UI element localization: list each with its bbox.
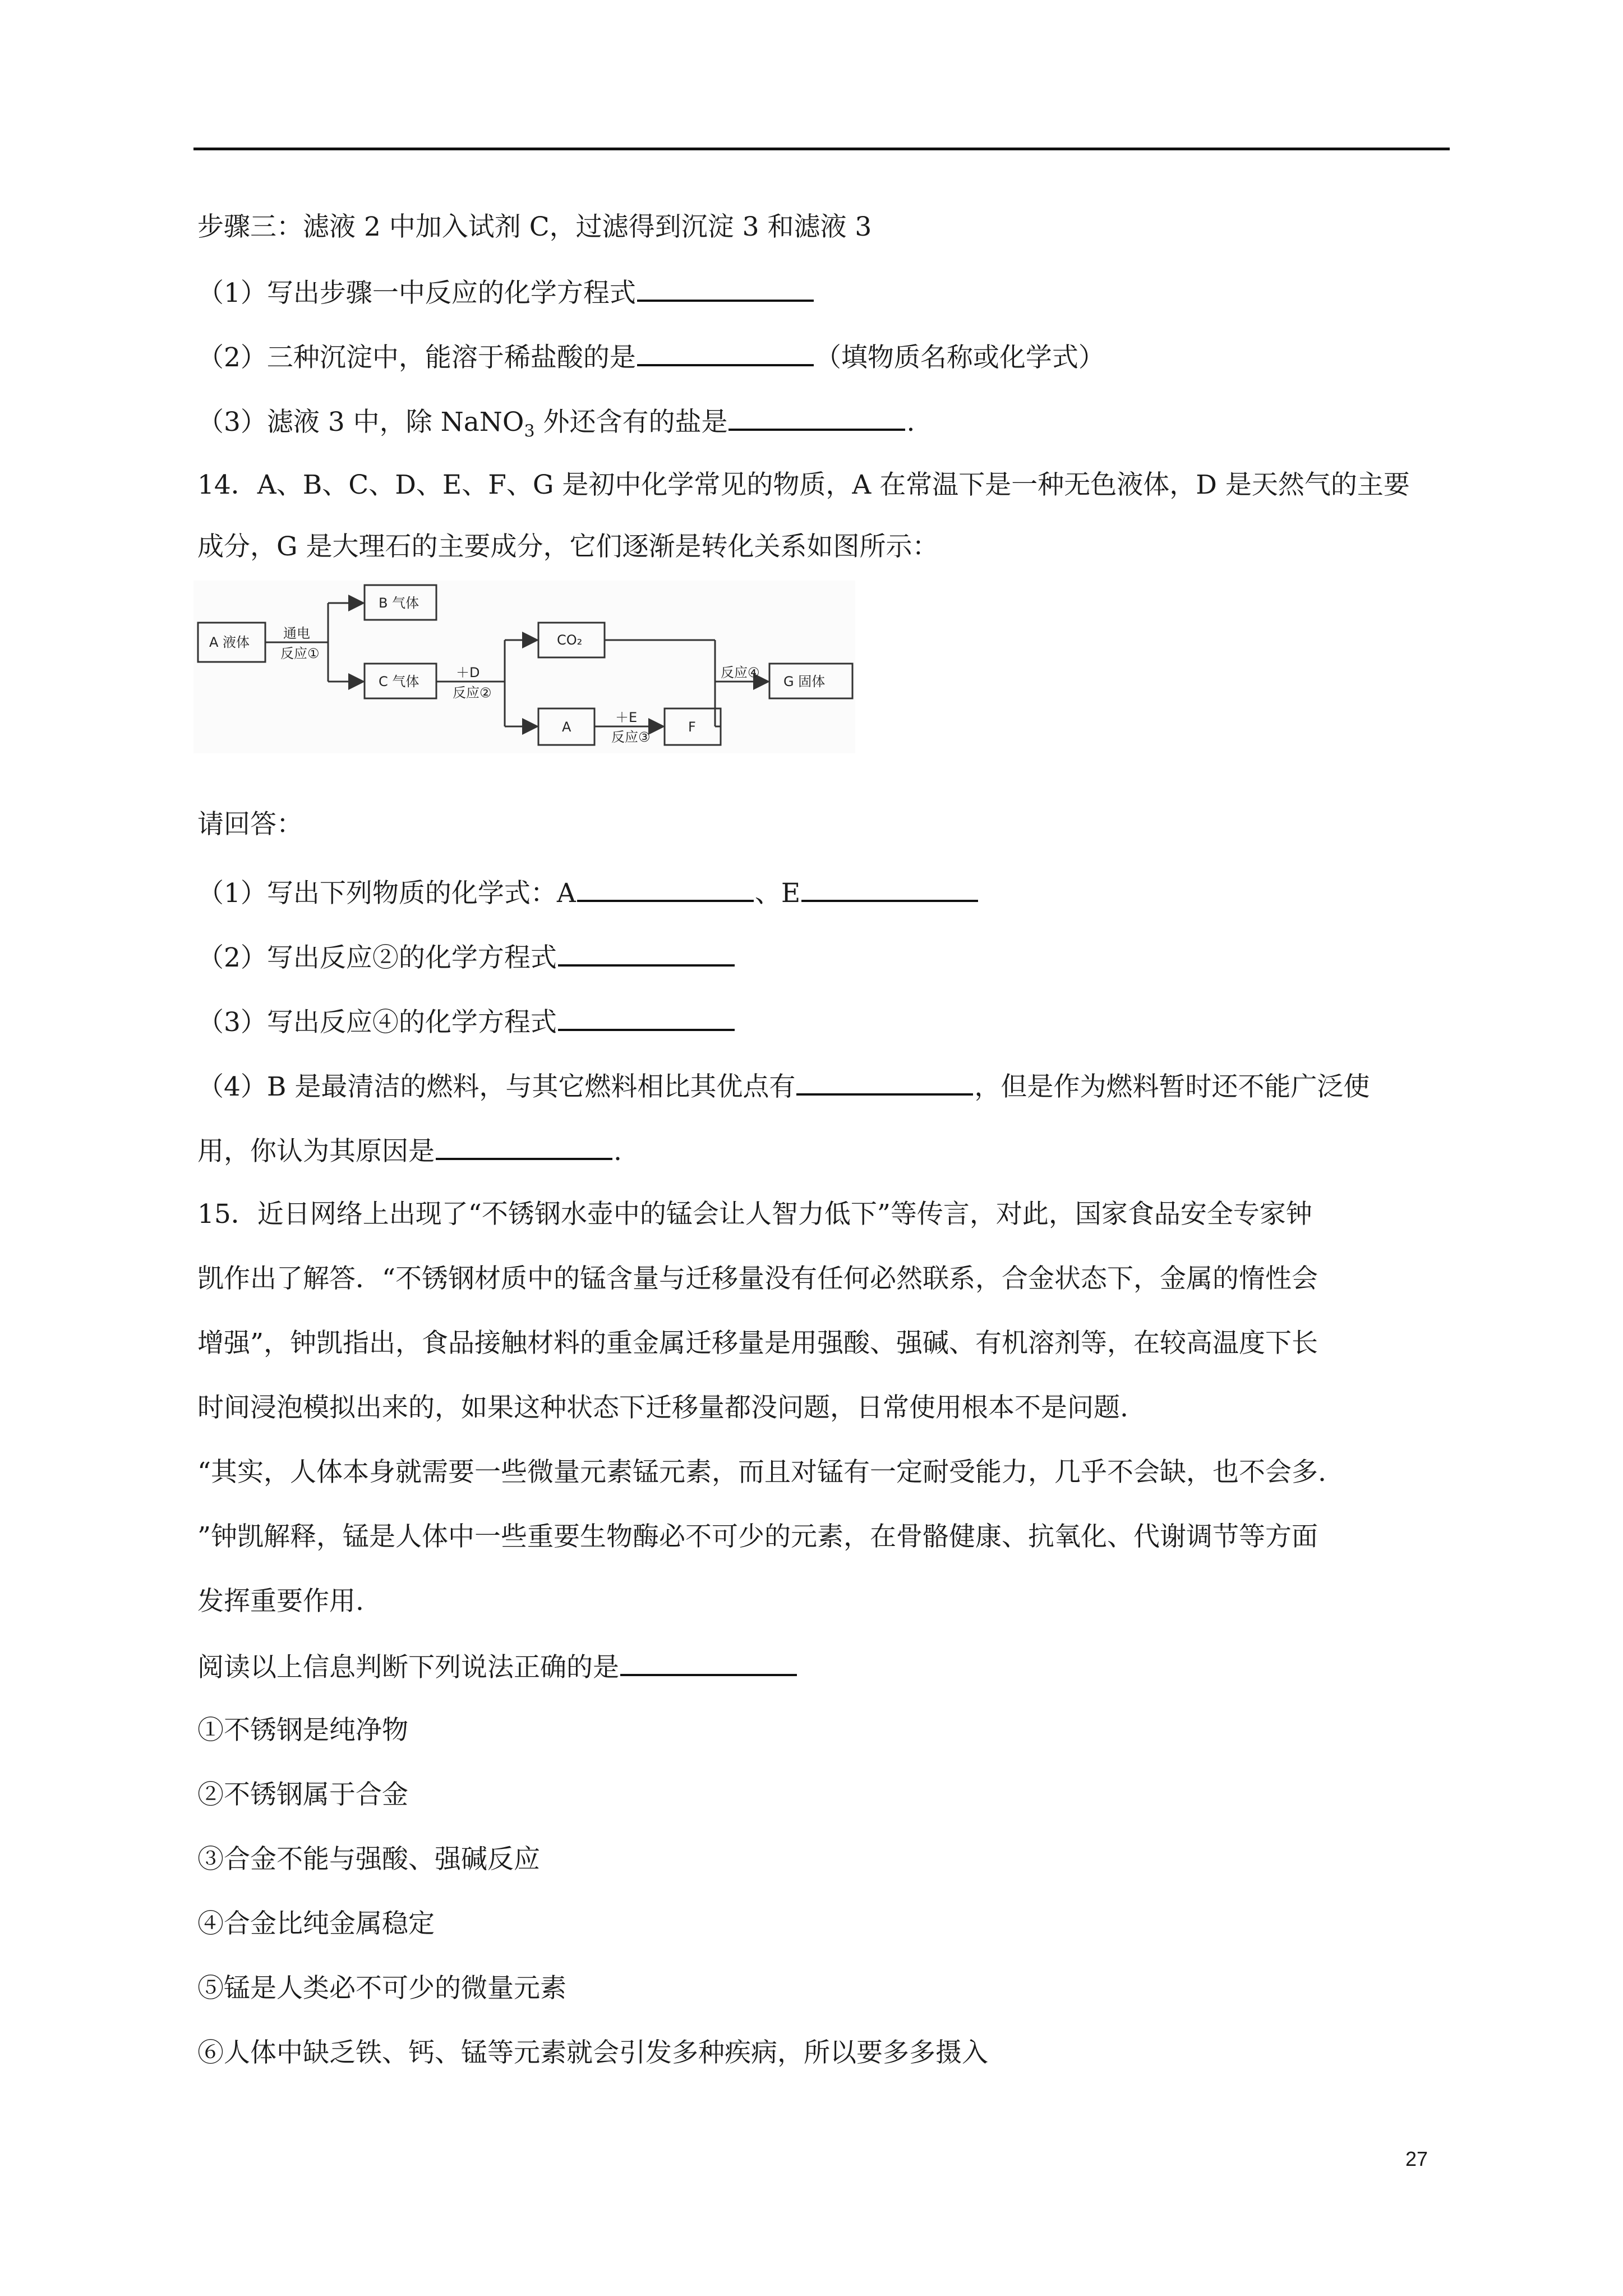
answer-blank[interactable] <box>728 404 905 431</box>
option-4: ④合金比纯金属稳定 <box>197 1908 435 1939</box>
option-6: ⑥人体中缺乏铁、钙、锰等元素就会引发多种疾病，所以要多多摄入 <box>197 2037 988 2068</box>
please-answer: 请回答： <box>197 809 303 840</box>
option-1: ①不锈钢是纯净物 <box>197 1715 408 1746</box>
answer-blank[interactable] <box>620 1649 797 1676</box>
q15-para-4: 时间浸泡模拟出来的，如果这种状态下迁移量都没问题，日常使用根本不是问题. <box>197 1392 1128 1423</box>
label-f: F <box>688 719 696 735</box>
option-3: ③合金不能与强酸、强碱反应 <box>197 1844 540 1875</box>
option-2: ②不锈钢属于合金 <box>197 1779 408 1810</box>
answer-blank[interactable] <box>637 275 814 302</box>
q14-stem-2: 成分，G 是大理石的主要成分，它们逐渐是转化关系如图所示： <box>197 531 939 562</box>
answer-blank[interactable] <box>558 1004 735 1031</box>
q13-3: （3）滤液 3 中，除 NaNO$_3$ 外还含有的盐是 . <box>197 404 915 438</box>
q15-question: 阅读以上信息判断下列说法正确的是 <box>197 1649 798 1683</box>
label-co2: CO₂ <box>557 632 583 648</box>
answer-blank[interactable] <box>558 940 735 967</box>
step3-line: 步骤三：滤液 2 中加入试剂 C，过滤得到沉淀 3 和滤液 3 <box>197 211 872 242</box>
label-c-gas: C 气体 <box>379 674 419 689</box>
q14-3: （3）写出反应④的化学方程式 <box>197 1004 736 1038</box>
q14-4: （4）B 是最清洁的燃料，与其它燃料相比其优点有 ，但是作为燃料暂时还不能广泛使 <box>197 1069 1370 1102</box>
option-5: ⑤锰是人类必不可少的微量元素 <box>197 1973 566 2004</box>
label-a-liquid: A 液体 <box>209 634 250 650</box>
reaction-diagram-svg <box>193 581 855 753</box>
q15-para-7: 发挥重要作用. <box>197 1586 364 1617</box>
label-b-gas: B 气体 <box>379 595 419 611</box>
reaction3-label: 反应③ <box>611 729 651 745</box>
reaction3-reagent: ＋E <box>615 710 638 725</box>
q15-para-3: 增强”，钟凯指出，食品接触材料的重金属迁移量是用强酸、强碱、有机溶剂等，在较高温度下长 <box>197 1328 1318 1359</box>
reaction4-label: 反应④ <box>721 665 760 680</box>
q14-stem-1: 14．A、B、C、D、E、F、G 是初中化学常见的物质，A 在常温下是一种无色液体，D 是天然气的主要 <box>197 470 1410 500</box>
q15-para-6: ”钟凯解释，锰是人体中一些重要生物酶必不可少的元素，在骨骼健康、抗氧化、代谢调节等方面 <box>197 1521 1318 1552</box>
q13-2: （2）三种沉淀中，能溶于稀盐酸的是 （填物质名称或化学式） <box>197 339 1105 373</box>
answer-blank[interactable] <box>801 875 978 902</box>
q14-4-cont: 用，你认为其原因是 . <box>197 1133 622 1167</box>
label-g-solid: G 固体 <box>783 674 826 689</box>
label-a2: A <box>562 719 571 735</box>
reaction1-condition: 通电 <box>283 625 310 641</box>
q13-1: （1）写出步骤一中反应的化学方程式 <box>197 275 815 309</box>
q14-2: （2）写出反应②的化学方程式 <box>197 940 736 973</box>
q15-para-1: 15．近日网络上出现了“不锈钢水壶中的锰会让人智力低下”等传言，对此，国家食品安全专家钟 <box>197 1199 1312 1230</box>
q15-para-2: 凯作出了解答．“不锈钢材质中的锰含量与迁移量没有任何必然联系，合金状态下，金属的惰性会 <box>197 1263 1318 1294</box>
reaction2-reagent: ＋D <box>456 665 480 680</box>
answer-blank[interactable] <box>796 1069 973 1096</box>
answer-blank[interactable] <box>436 1133 612 1160</box>
answer-blank[interactable] <box>577 875 754 902</box>
reaction2-label: 反应② <box>453 685 492 701</box>
reaction1-label: 反应① <box>280 646 320 661</box>
answer-blank[interactable] <box>637 339 814 366</box>
reaction-diagram <box>193 581 855 753</box>
page-number: 27 <box>1405 2147 1428 2170</box>
header-rule <box>193 148 1450 150</box>
q15-para-5: “其实，人体本身就需要一些微量元素锰元素，而且对锰有一定耐受能力，几乎不会缺，也不会多. <box>197 1457 1326 1488</box>
q14-1: （1）写出下列物质的化学式：A 、E <box>197 875 979 909</box>
